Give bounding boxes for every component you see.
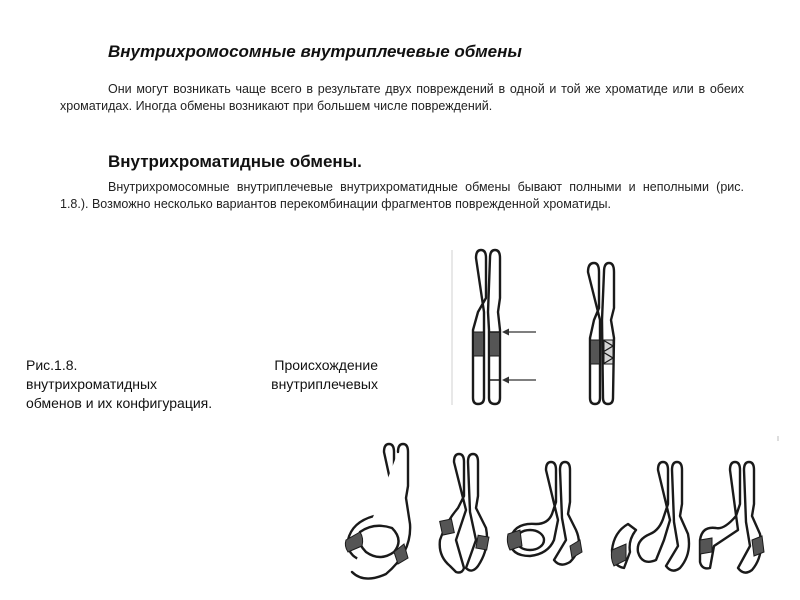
breakpoint-arrow-lower bbox=[502, 377, 536, 384]
configuration-1 bbox=[345, 444, 410, 579]
caption-line-3: обменов и их конфигурация. bbox=[26, 395, 213, 411]
figure-caption bbox=[26, 356, 378, 413]
config-2-band-upper bbox=[440, 519, 455, 535]
configuration-3 bbox=[507, 462, 582, 565]
section-2-text: Внутрихромосомные внутриплечевые внутрихроматидные обмены бывают полными и неполными (рис. 1.8.). Возможно несколько вариантов перекомбинации фрагментов поврежденной хроматиды. bbox=[60, 180, 744, 211]
config-1-band bbox=[345, 532, 362, 552]
config-5-band-right bbox=[752, 536, 764, 556]
configuration-4 bbox=[611, 462, 689, 571]
chromosome-rearranged bbox=[588, 263, 614, 404]
config-4-hook bbox=[612, 524, 636, 568]
config-4-band bbox=[611, 544, 626, 566]
exchange-zigzag bbox=[603, 340, 613, 364]
section-1-text: Они могут возникать чаще всего в результате двух повреждений в одной и той же хроматиде или в обеих хроматидах. Иногда обмены возникают при большем числе повреждений. bbox=[60, 82, 744, 113]
config-3-ring bbox=[516, 530, 544, 550]
caption-line-2: внутрихроматидных внутриплечевых bbox=[26, 376, 378, 392]
section-1-title: Внутрихромосомные внутриплечевые обмены bbox=[108, 42, 522, 61]
breakpoint-arrow-upper bbox=[502, 329, 536, 336]
chromosome-normal bbox=[473, 250, 500, 404]
config-3-band-2 bbox=[570, 540, 582, 558]
config-3-band bbox=[507, 530, 522, 550]
section-2-title: Внутрихроматидные обмены. bbox=[108, 152, 362, 171]
damaged-segment-right bbox=[490, 332, 500, 356]
config-2-band-lower bbox=[476, 535, 489, 550]
caption-line-1: Рис.1.8. Происхождение bbox=[26, 357, 378, 373]
configuration-2 bbox=[440, 454, 489, 573]
inverted-segment-right bbox=[604, 340, 613, 364]
damaged-segment-left bbox=[474, 332, 484, 356]
configuration-5 bbox=[700, 462, 764, 573]
inverted-segment-left bbox=[591, 340, 600, 364]
config-5-band-left bbox=[700, 538, 712, 554]
config-1-band-2 bbox=[394, 544, 408, 564]
